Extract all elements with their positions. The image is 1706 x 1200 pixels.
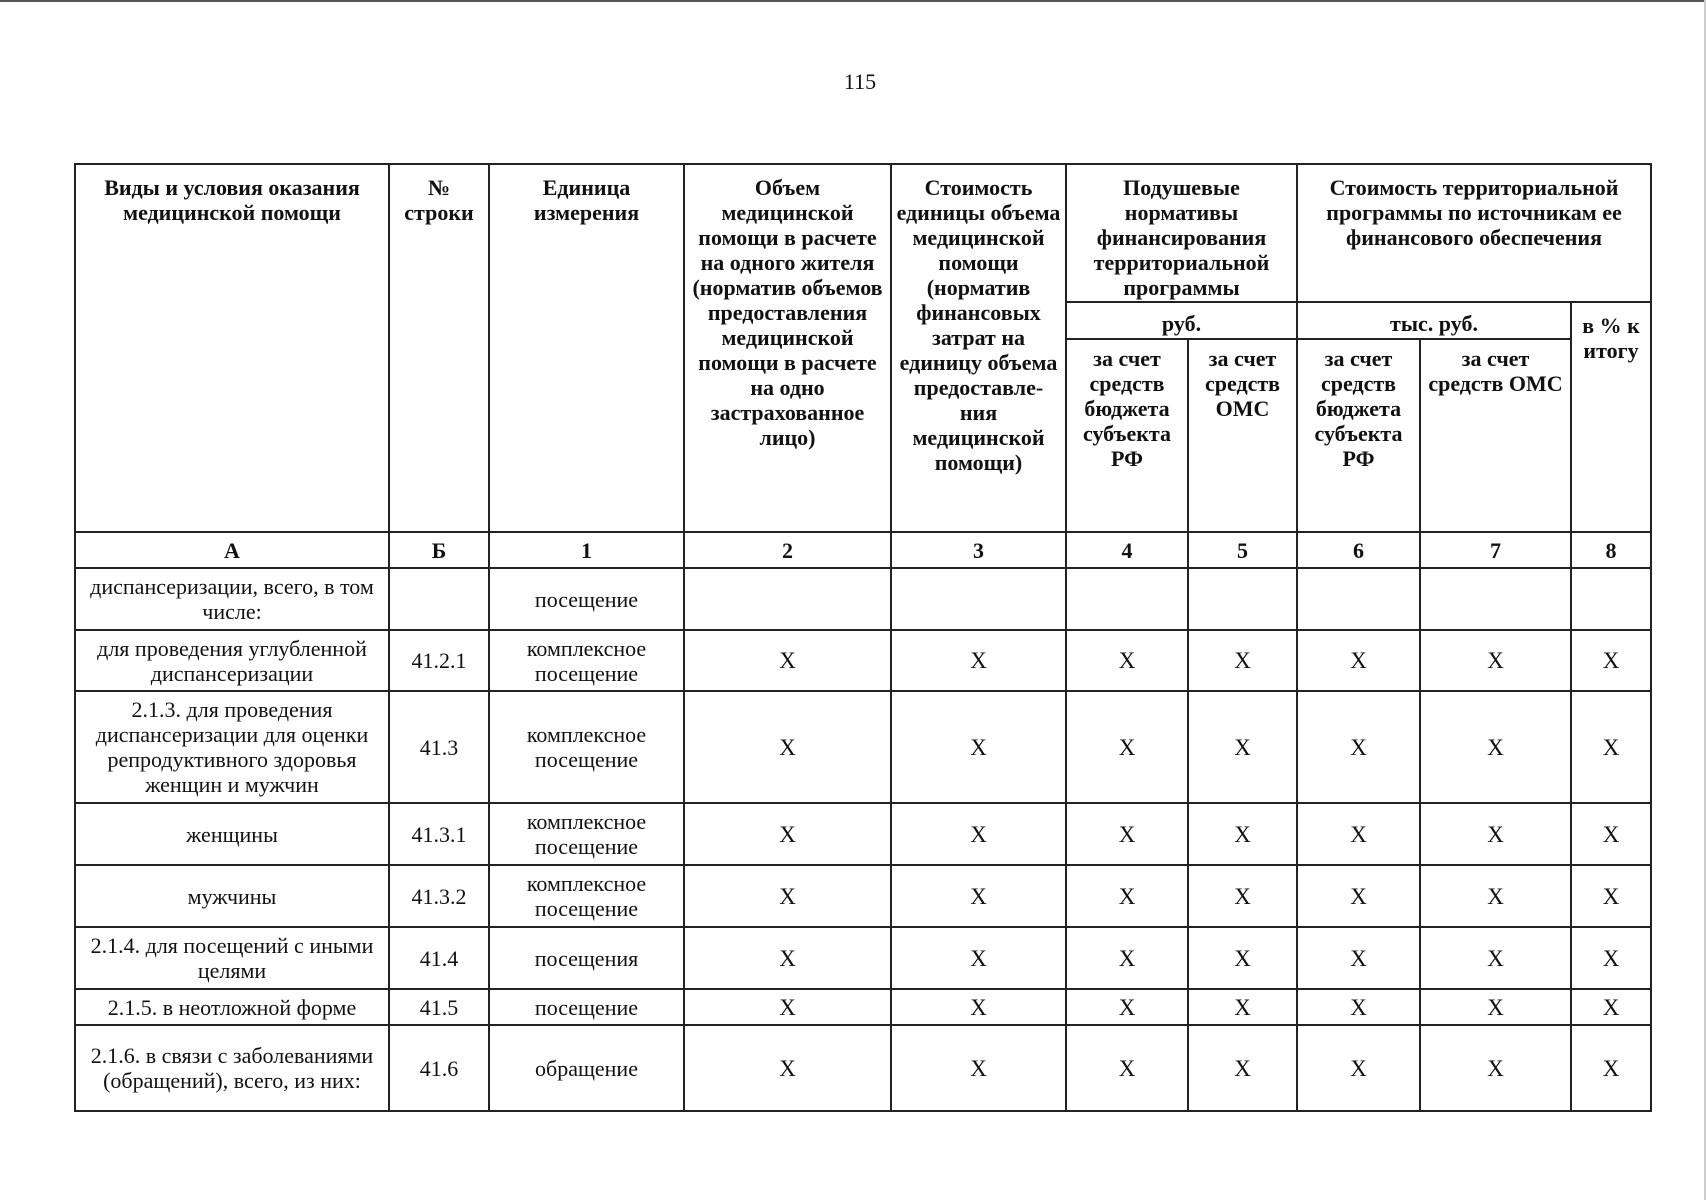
row-cell xyxy=(891,568,1066,630)
row-number: 41.6 xyxy=(389,1025,489,1111)
column-index: 5 xyxy=(1188,532,1297,568)
header-percent-total: в % к итогу xyxy=(1571,302,1651,532)
row-cell: Х xyxy=(1188,989,1297,1025)
row-cell: Х xyxy=(891,927,1066,989)
header-unit-rub: руб. xyxy=(1066,302,1297,339)
row-name: 2.1.6. в связи с заболеваниями (обращений), всего, из них: xyxy=(75,1025,389,1111)
row-cell: Х xyxy=(1188,691,1297,803)
row-cell: Х xyxy=(1420,1025,1571,1111)
row-cell: Х xyxy=(1066,865,1188,927)
row-cell: Х xyxy=(1420,803,1571,865)
row-cell: Х xyxy=(1571,927,1651,989)
header-unit: Единица измерения xyxy=(489,164,684,532)
row-name: мужчины xyxy=(75,865,389,927)
header-per-capita-group: Подушевые нормативы финансирования территориальной программы xyxy=(1066,164,1297,302)
row-unit: комплексное посещение xyxy=(489,803,684,865)
row-cell: Х xyxy=(1297,691,1420,803)
row-number: 41.3 xyxy=(389,691,489,803)
table-row xyxy=(75,865,1651,927)
row-unit: посещение xyxy=(489,568,684,630)
row-cell xyxy=(1188,568,1297,630)
row-cell: Х xyxy=(1297,989,1420,1025)
page-number: 115 xyxy=(843,69,877,94)
row-cell: Х xyxy=(891,865,1066,927)
row-cell: Х xyxy=(1420,630,1571,691)
header-row-number: № строки xyxy=(389,164,489,532)
header-per-capita-oms: за счет средств ОМС xyxy=(1188,339,1297,532)
row-cell: Х xyxy=(684,865,891,927)
column-index: 6 xyxy=(1297,532,1420,568)
row-cell: Х xyxy=(1571,630,1651,691)
header-cost-oms: за счет средств ОМС xyxy=(1420,339,1571,532)
row-cell xyxy=(1297,568,1420,630)
row-cell: Х xyxy=(684,1025,891,1111)
row-number: 41.3.2 xyxy=(389,865,489,927)
row-cell: Х xyxy=(891,989,1066,1025)
row-name: диспансеризации, всего, в том числе: xyxy=(75,568,389,630)
table-row xyxy=(75,568,1651,630)
row-cell xyxy=(684,568,891,630)
row-cell: Х xyxy=(1188,1025,1297,1111)
row-number: 41.5 xyxy=(389,989,489,1025)
row-name: 2.1.5. в неотложной форме xyxy=(75,989,389,1025)
row-unit: комплексное посещение xyxy=(489,865,684,927)
row-cell xyxy=(1420,568,1571,630)
header-unit-thousand-rub: тыс. руб. xyxy=(1297,302,1571,339)
row-cell: Х xyxy=(1571,865,1651,927)
row-unit: посещения xyxy=(489,927,684,989)
row-cell: Х xyxy=(1188,803,1297,865)
table-row xyxy=(75,691,1651,803)
column-index: Б xyxy=(389,532,489,568)
row-cell: Х xyxy=(1297,1025,1420,1111)
column-index: А xyxy=(75,532,389,568)
row-number: 41.4 xyxy=(389,927,489,989)
column-index: 8 xyxy=(1571,532,1651,568)
column-index: 3 xyxy=(891,532,1066,568)
row-cell: Х xyxy=(684,803,891,865)
row-cell: Х xyxy=(1066,803,1188,865)
territorial-program-table xyxy=(74,163,1652,1112)
column-index: 4 xyxy=(1066,532,1188,568)
row-cell: Х xyxy=(1297,803,1420,865)
row-cell: Х xyxy=(1420,865,1571,927)
row-cell: Х xyxy=(1066,989,1188,1025)
row-cell: Х xyxy=(891,1025,1066,1111)
table-row xyxy=(75,989,1651,1025)
header-unit-cost: Стоимость единицы объема медицинской помощи (норматив финансовых затрат на единицу объема предоставле-ния медицинской помощи) xyxy=(891,164,1066,532)
column-index: 7 xyxy=(1420,532,1571,568)
row-cell: Х xyxy=(1571,803,1651,865)
table-row xyxy=(75,927,1651,989)
row-cell: Х xyxy=(684,630,891,691)
row-cell: Х xyxy=(1571,1025,1651,1111)
table-row xyxy=(75,1025,1651,1111)
row-number: 41.3.1 xyxy=(389,803,489,865)
row-cell: Х xyxy=(684,927,891,989)
header-care-type: Виды и условия оказания медицинской помощи xyxy=(75,164,389,532)
row-unit: обращение xyxy=(489,1025,684,1111)
header-per-capita-budget: за счет средств бюджета субъекта РФ xyxy=(1066,339,1188,532)
header-program-cost-group: Стоимость территориальной программы по источникам ее финансового обеспечения xyxy=(1297,164,1651,302)
table-header xyxy=(75,164,1651,532)
top-border-line xyxy=(0,0,1706,2)
row-cell: Х xyxy=(1420,927,1571,989)
row-cell: Х xyxy=(1188,630,1297,691)
row-unit: комплексное посещение xyxy=(489,630,684,691)
row-name: для проведения углубленной диспансеризации xyxy=(75,630,389,691)
row-number: 41.2.1 xyxy=(389,630,489,691)
row-cell: Х xyxy=(1188,865,1297,927)
row-cell: Х xyxy=(1297,630,1420,691)
row-cell: Х xyxy=(1066,927,1188,989)
row-cell: Х xyxy=(1066,630,1188,691)
column-index-row xyxy=(75,532,1651,568)
row-cell: Х xyxy=(1297,865,1420,927)
header-cost-budget: за счет средств бюджета субъекта РФ xyxy=(1297,339,1420,532)
row-cell: Х xyxy=(891,630,1066,691)
row-cell: Х xyxy=(684,691,891,803)
row-name: 2.1.3. для проведения диспансеризации для оценки репродуктивного здоровья женщин и мужчин xyxy=(75,691,389,803)
row-cell: Х xyxy=(1188,927,1297,989)
table-row xyxy=(75,803,1651,865)
row-cell: Х xyxy=(1297,927,1420,989)
row-cell xyxy=(1066,568,1188,630)
row-number xyxy=(389,568,489,630)
table-body xyxy=(75,532,1651,1111)
row-unit: посещение xyxy=(489,989,684,1025)
row-cell: Х xyxy=(1420,989,1571,1025)
row-unit: комплексное посещение xyxy=(489,691,684,803)
row-name: 2.1.4. для посещений с иными целями xyxy=(75,927,389,989)
column-index: 1 xyxy=(489,532,684,568)
table-row xyxy=(75,630,1651,691)
row-cell: Х xyxy=(1571,989,1651,1025)
row-cell: Х xyxy=(1066,691,1188,803)
header-volume: Объем медицинской помощи в расчете на одного жителя (норматив объемов предоставления медицинской помощи в расчете на одно застрахованное лицо) xyxy=(684,164,891,532)
column-index: 2 xyxy=(684,532,891,568)
row-cell: Х xyxy=(891,803,1066,865)
row-name: женщины xyxy=(75,803,389,865)
row-cell: Х xyxy=(891,691,1066,803)
row-cell: Х xyxy=(1571,691,1651,803)
row-cell xyxy=(1571,568,1651,630)
row-cell: Х xyxy=(1420,691,1571,803)
row-cell: Х xyxy=(684,989,891,1025)
row-cell: Х xyxy=(1066,1025,1188,1111)
